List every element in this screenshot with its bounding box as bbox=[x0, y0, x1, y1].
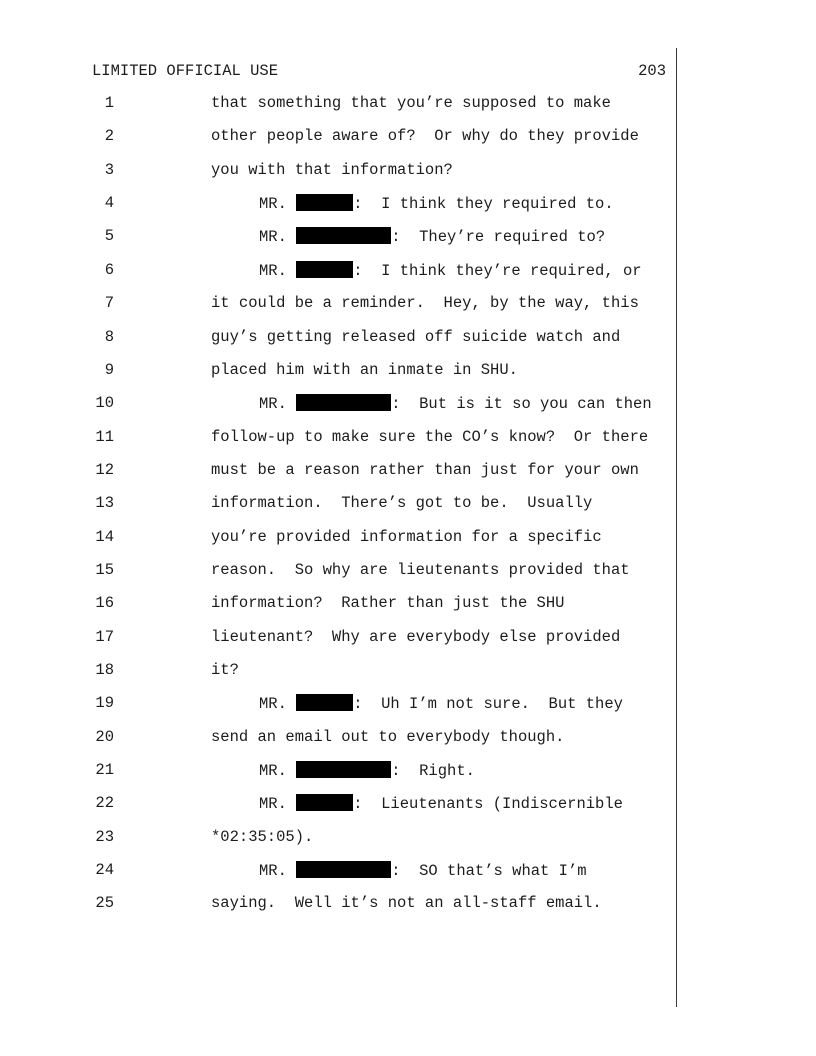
spoken-text: lieutenant? Why are everybody else provided bbox=[211, 627, 621, 646]
redaction-box bbox=[296, 861, 391, 878]
line-text bbox=[259, 194, 614, 213]
line-number: 14 bbox=[95, 527, 114, 546]
line-number: 12 bbox=[95, 460, 114, 479]
spoken-text: it could be a reminder. Hey, by the way, this bbox=[211, 294, 639, 313]
line-number: 2 bbox=[104, 127, 114, 146]
line-number: 9 bbox=[104, 360, 114, 379]
line-number: 4 bbox=[104, 194, 114, 213]
line-number: 21 bbox=[95, 761, 114, 779]
spoken-text: reason. So why are lieutenants provided that bbox=[211, 560, 630, 579]
line-number: 7 bbox=[104, 294, 114, 313]
spoken-text: it? bbox=[211, 661, 239, 679]
spoken-text: information. There’s got to be. Usually bbox=[211, 494, 593, 513]
redaction-box bbox=[296, 794, 353, 811]
line-number: 3 bbox=[104, 160, 114, 179]
spoken-text: : Uh I’m not sure. But they bbox=[353, 695, 623, 714]
redaction-box bbox=[296, 227, 391, 244]
line-text bbox=[259, 761, 475, 780]
line-number: 8 bbox=[104, 327, 114, 346]
line-number: 6 bbox=[104, 260, 114, 279]
line-text bbox=[211, 728, 564, 746]
line-text bbox=[211, 828, 313, 846]
spoken-text: saying. Well it’s not an all-staff email. bbox=[211, 894, 602, 913]
line-text bbox=[259, 261, 642, 280]
redaction-box bbox=[296, 261, 353, 278]
spoken-text: : They’re required to? bbox=[391, 228, 606, 247]
line-text bbox=[211, 661, 239, 679]
spoken-text: guy’s getting released off suicide watch and bbox=[211, 327, 621, 346]
spoken-text: placed him with an inmate in SHU. bbox=[211, 360, 518, 379]
line-number: 23 bbox=[95, 827, 114, 846]
line-number: 11 bbox=[95, 427, 114, 446]
line-text bbox=[211, 94, 611, 112]
line-text bbox=[211, 628, 620, 646]
spoken-text: information? Rather than just the SHU bbox=[211, 594, 565, 613]
line-number: 17 bbox=[95, 627, 114, 646]
speaker-prefix: MR. bbox=[259, 695, 297, 714]
spoken-text: other people aware of? Or why do they provide bbox=[211, 127, 639, 146]
line-number: 24 bbox=[95, 861, 114, 880]
line-text bbox=[259, 861, 587, 880]
line-text bbox=[211, 127, 639, 145]
line-text bbox=[211, 294, 639, 312]
speaker-prefix: MR. bbox=[259, 395, 297, 414]
spoken-text: that something that you’re supposed to make bbox=[211, 94, 611, 112]
speaker-prefix: MR. bbox=[259, 762, 297, 780]
line-text bbox=[259, 794, 623, 813]
line-text bbox=[211, 361, 518, 379]
line-number: 22 bbox=[95, 794, 114, 813]
spoken-text: : But is it so you can then bbox=[391, 395, 652, 414]
line-number: 18 bbox=[95, 661, 114, 679]
speaker-prefix: MR. bbox=[259, 261, 297, 280]
spoken-text: : I think they’re required, or bbox=[353, 261, 642, 280]
speaker-prefix: MR. bbox=[259, 195, 297, 214]
line-number: 10 bbox=[95, 394, 114, 413]
page-number: 203 bbox=[638, 62, 666, 80]
spoken-text: must be a reason rather than just for your own bbox=[211, 460, 639, 479]
spoken-text: : SO that’s what I’m bbox=[391, 862, 587, 881]
speaker-prefix: MR. bbox=[259, 862, 297, 881]
line-text bbox=[211, 461, 639, 479]
right-margin-rule bbox=[676, 48, 677, 1007]
line-text bbox=[211, 428, 648, 446]
line-text bbox=[259, 227, 605, 246]
line-text bbox=[211, 528, 602, 546]
spoken-text: follow-up to make sure the CO’s know? Or there bbox=[211, 427, 649, 446]
redaction-box bbox=[296, 194, 353, 211]
speaker-prefix: MR. bbox=[259, 795, 297, 814]
line-text bbox=[211, 161, 453, 179]
spoken-text: : I think they required to. bbox=[353, 195, 614, 214]
line-number: 13 bbox=[95, 494, 114, 513]
line-text bbox=[211, 594, 564, 612]
speaker-prefix: MR. bbox=[259, 228, 297, 247]
spoken-text: you with that information? bbox=[211, 160, 453, 179]
spoken-text: : Lieutenants (Indiscernible bbox=[353, 795, 623, 814]
redaction-box bbox=[296, 694, 353, 711]
line-text bbox=[211, 561, 630, 579]
redaction-box bbox=[296, 761, 391, 778]
spoken-text: you’re provided information for a specific bbox=[211, 527, 602, 546]
line-number: 25 bbox=[95, 894, 114, 913]
redaction-box bbox=[296, 394, 391, 411]
line-number: 20 bbox=[95, 727, 114, 746]
classification-header: LIMITED OFFICIAL USE bbox=[92, 62, 279, 80]
line-text bbox=[211, 494, 592, 512]
line-text bbox=[259, 694, 623, 713]
line-number: 1 bbox=[104, 94, 114, 112]
spoken-text: send an email out to everybody though. bbox=[211, 727, 565, 746]
spoken-text: : Right. bbox=[391, 762, 475, 780]
line-number: 15 bbox=[95, 560, 114, 579]
spoken-text: *02:35:05). bbox=[211, 827, 314, 846]
line-text bbox=[211, 894, 602, 912]
line-number: 5 bbox=[104, 227, 114, 246]
line-text bbox=[211, 328, 620, 346]
line-number: 16 bbox=[95, 594, 114, 613]
line-text bbox=[259, 394, 652, 413]
line-number: 19 bbox=[95, 694, 114, 713]
